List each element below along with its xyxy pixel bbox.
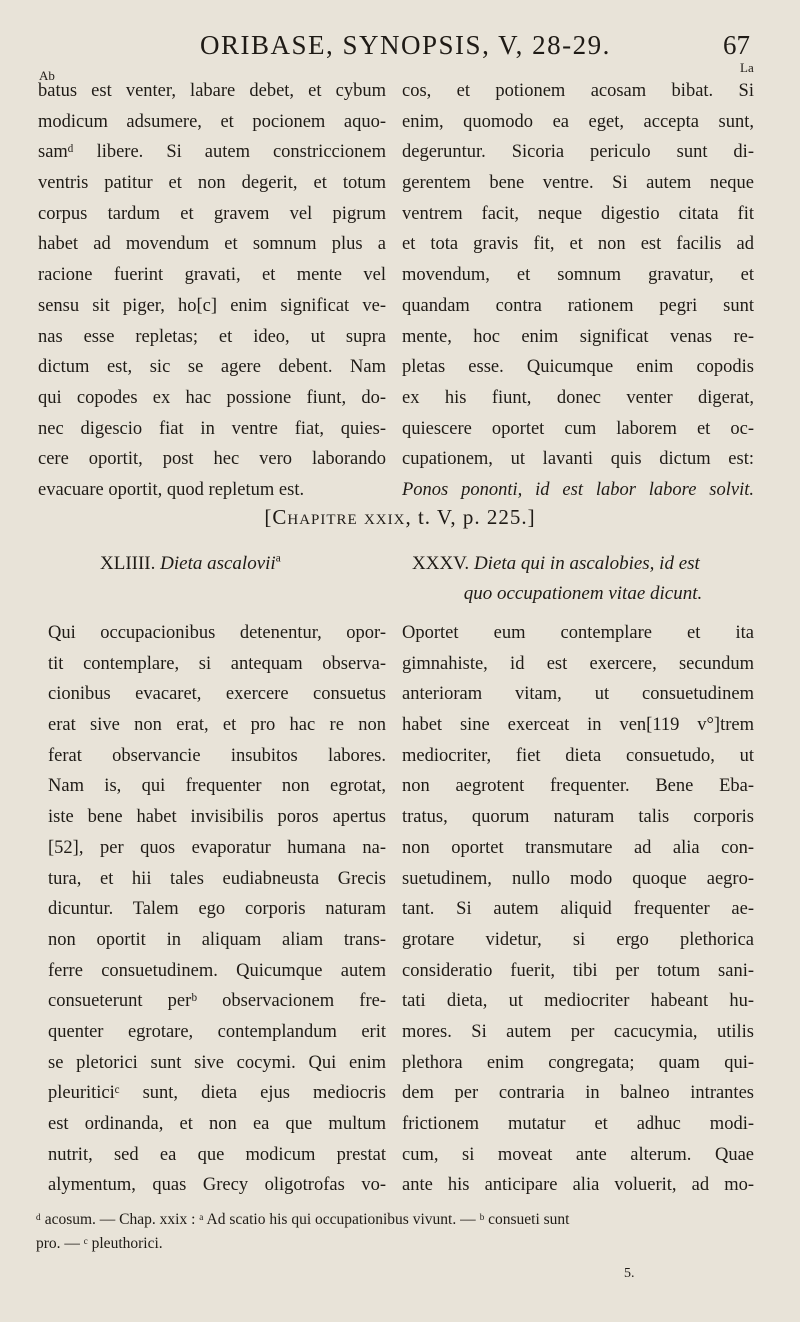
text-line: cere oportit, post hec vero laborando (38, 449, 386, 470)
text-line: enim, quomodo ea eget, accepta sunt, (402, 111, 754, 132)
text-line: quenter egrotare, contemplandum erit (48, 1021, 386, 1042)
text-line: habet sine exerceat in ven[119 v°]trem (402, 715, 754, 736)
chapter-reference (0, 505, 800, 530)
chapter-reference-label: Chapitre xxix (272, 505, 406, 529)
text-line: grotare videtur, si ergo plethorica (402, 929, 754, 950)
text-line: evacuare oportit, quod repletum est. (38, 479, 305, 500)
text-line: alymentum, quas Grecy oligotrofas vo- (48, 1175, 386, 1196)
text-line: Qui occupacionibus detenentur, opor- (48, 623, 386, 643)
margin-note-right: La (740, 60, 754, 75)
left-chapter-heading (100, 549, 281, 579)
text-line: Oportet eum contemplare et ita (402, 623, 754, 643)
text-line: non aegrotent frequenter. Bene Eba- (402, 776, 754, 797)
top-left-column (38, 76, 386, 506)
footnote-line: ᵈ acosum. — Chap. xxix : ᵃ Ad scatio his qui occupationibus vivunt. — ᵇ consueti sunt (36, 1211, 570, 1228)
footnote-line: pro. — ᶜ pleuthorici. (36, 1235, 163, 1252)
text-line: qui copodes ex hac possione fiunt, do- (38, 387, 386, 408)
text-line: et tota gravis fit, et non est facilis ad (402, 234, 754, 255)
text-line: erat sive non erat, et pro hac re non (48, 715, 386, 736)
text-line: sensu sit piger, ho[c] enim significat ve- (38, 295, 386, 316)
text-line: non oportit in aliquam aliam trans- (48, 929, 386, 950)
right-chapter-title-2: quo occupationem vitae dicunt. (463, 583, 703, 604)
page-number: 67 (723, 30, 750, 60)
text-line: tura, et hii tales eudiabneusta Grecis (48, 868, 386, 889)
text-line: [52], per quos evaporatur humana na- (48, 837, 386, 858)
text-line: ferat observancie insubitos labores. (48, 745, 386, 766)
text-line: ventris patitur et non degerit, et totum (38, 173, 386, 194)
top-right-column (402, 76, 754, 506)
signature-mark: 5. (624, 1266, 635, 1281)
text-line: samᵈ libere. Si autem constriccionem (38, 142, 386, 163)
running-title: ORIBASE, SYNOPSIS, V, 28-29. (200, 30, 611, 60)
text-line: gimnahiste, id est exercere, secundum (402, 653, 754, 674)
text-line: pletas esse. Quicumque enim copodis (402, 357, 754, 378)
text-line: cos, et potionem acosam bibat. Si (402, 81, 754, 101)
text-line: consideratio fuerit, tibi per totum sani- (402, 960, 754, 981)
text-line: racione fuerint gravati, et mente vel (38, 265, 386, 286)
text-line: mente, hoc enim significat venas re- (402, 326, 754, 347)
text-line: nas esse repletas; et ideo, ut supra (38, 326, 386, 347)
left-chapter-title: Dieta ascalovii (160, 553, 276, 574)
chapter-reference-rest: , t. V, p. 225.] (405, 505, 536, 529)
text-line: modicum adsumere, et pocionem aquo- (38, 111, 386, 132)
text-line: tant. Si autem aliquid frequenter ae- (402, 899, 754, 920)
left-chapter-note: a (275, 552, 281, 565)
bottom-right-column (402, 618, 754, 1201)
bottom-left-column (48, 618, 386, 1201)
text-line: dem per contraria in balneo intrantes (402, 1083, 754, 1104)
text-line: iste bene habet invisibilis poros apertus (48, 807, 386, 828)
text-line: se pletorici sunt sive cocymi. Qui enim (48, 1052, 386, 1073)
text-line: ferre consuetudinem. Quicumque autem (48, 960, 386, 981)
left-chapter-number: XLIIII. (100, 553, 156, 574)
text-line: plethora enim congregata; quam qui- (402, 1052, 754, 1073)
text-line: degeruntur. Sicoria periculo sunt di- (402, 142, 754, 163)
text-line: non oportet transmutare ad alia con- (402, 837, 754, 858)
text-line: movendum, et somnum gravatur, et (402, 265, 754, 286)
text-line: quandam contra rationem pegri sunt (402, 295, 754, 316)
text-line: tati dieta, ut mediocriter habeant hu- (402, 991, 754, 1012)
text-line: cionibus evacaret, exercere consuetus (48, 684, 386, 705)
text-line: est ordinanda, et non ea que multum (48, 1114, 386, 1134)
margin-note-left: Ab (39, 68, 55, 83)
text-line: dictum est, sic se agere debent. Nam (38, 357, 386, 378)
text-line: nec digescio fiat in ventre fiat, quies- (38, 418, 386, 439)
text-line: mores. Si autem per cacucymia, utilis (402, 1021, 754, 1042)
text-line: ex his fiunt, donec venter digerat, (402, 387, 754, 408)
text-line: consueterunt perᵇ observacionem fre- (48, 991, 386, 1012)
text-line: dicuntur. Talem ego corporis naturam (48, 899, 386, 920)
text-line: corpus tardum et gravem vel pigrum (38, 203, 386, 224)
text-line: anterioram vitam, ut consuetudinem (402, 684, 754, 705)
text-line: pleuriticiᶜ sunt, dieta ejus mediocris (48, 1083, 386, 1104)
right-chapter-heading (412, 549, 754, 609)
text-line: frictionem mutatur et adhuc modi- (402, 1114, 754, 1134)
right-chapter-title-1: Dieta qui in ascalobies, id est (473, 553, 700, 574)
text-line: ante his anticipare alia voluerit, ad mo- (402, 1175, 754, 1196)
chapter-reference-open: [ (264, 505, 273, 529)
text-line: tratus, quorum naturam talis corporis (402, 807, 754, 828)
right-chapter-number: XXXV. (412, 553, 470, 574)
text-line: quiescere oportet cum laborem et oc- (402, 418, 754, 439)
text-line: cum, si moveat ante alterum. Quae (402, 1144, 754, 1165)
text-line: batus est venter, labare debet, et cybum (38, 81, 386, 101)
text-line: gerentem bene ventre. Si autem neque (402, 173, 754, 194)
page-header (0, 30, 800, 70)
text-line: habet ad movendum et somnum plus a (38, 234, 386, 255)
text-line: mediocriter, fiet dieta consuetudo, ut (402, 745, 754, 766)
text-line: cupationem, ut lavanti quis dictum est: (402, 449, 754, 470)
text-line: ventrem facit, neque digestio citata fit (402, 203, 754, 224)
footnotes (36, 1208, 754, 1256)
text-line: tit contemplare, si antequam observa- (48, 653, 386, 674)
text-line: Nam is, qui frequenter non egrotat, (48, 776, 386, 797)
text-line: suetudinem, nullo modo quoque aegro- (402, 868, 754, 889)
text-line: Ponos pononti, id est labor labore solvit. (402, 479, 754, 500)
text-line: nutrit, sed ea que modicum prestat (48, 1144, 386, 1165)
